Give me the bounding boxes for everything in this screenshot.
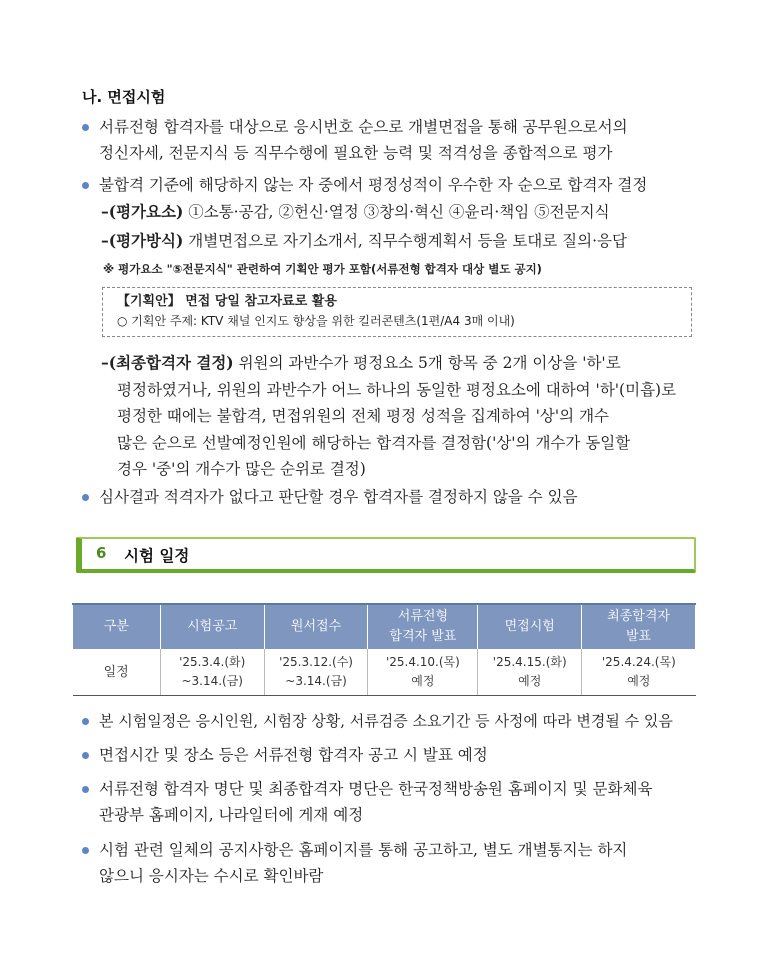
- bullet-dot-icon: [82, 494, 89, 501]
- section-header-schedule: [76, 537, 696, 573]
- schedule-note-2: [82, 742, 702, 768]
- eval-elements-text: ①소통·공감, ②헌신·열정 ③창의·혁신 ④윤리·책임 ⑤전문지식: [183, 203, 610, 221]
- cell-line: '25.4.15.(화): [492, 655, 567, 669]
- cell-line: '25.4.10.(목): [385, 655, 460, 669]
- table-header-cell: 서류전형 합격자 발표: [368, 604, 478, 649]
- section-number: 6: [96, 544, 107, 562]
- cell-line: 예정: [411, 674, 435, 688]
- cell-line: 예정: [627, 674, 651, 688]
- bullet-line: 본 시험일정은 응시인원, 시험장 상황, 서류검증 소요기간 등 사정에 따라 변경될 수 있음: [99, 712, 673, 730]
- table-cell: [368, 649, 478, 696]
- final-decision-line: 경우 '중'의 개수가 많은 순위로 결정): [117, 460, 366, 478]
- bullet-dot-icon: [82, 124, 89, 131]
- schedule-note-4: [82, 837, 702, 889]
- cell-line: '25.3.4.(화): [179, 655, 246, 669]
- bullet-line: 면접시간 및 장소 등은 서류전형 합격자 공고 시 발표 예정: [99, 746, 488, 764]
- schedule-note-3: [82, 776, 702, 828]
- table-header-cell: 최종합격자 발표: [582, 604, 696, 649]
- bullet-line: 서류전형 합격자 명단 및 최종합격자 명단은 한국정책방송원 홈페이지 및 문화체육: [99, 780, 653, 798]
- bullet-line: 시험 관련 일체의 공지사항은 홈페이지를 통해 공고하고, 별도 개별통지는 하지: [99, 841, 628, 859]
- schedule-note-1: [82, 708, 702, 734]
- table-cell: [264, 649, 368, 696]
- bullet-interview-overview: [82, 114, 702, 166]
- section-title: 시험 일정: [124, 547, 190, 565]
- eval-elements-label: –(평가요소): [101, 202, 184, 221]
- bullet-line: 서류전형 합격자를 대상으로 응시번호 순으로 개별면접을 통해 공무원으로서의: [99, 118, 628, 136]
- table-header-cell: 면접시험: [478, 604, 582, 649]
- final-decision-line: 위원의 과반수가 평정요소 5개 항목 중 2개 이상을 '하'로: [233, 354, 621, 372]
- table-cell-label: 일정: [73, 649, 161, 696]
- table-header-row: [73, 604, 696, 649]
- bullet-line: 불합격 기준에 해당하지 않는 자 중에서 평정성적이 우수한 자 순으로 합격자 결정: [99, 176, 648, 194]
- eval-note: ※ 평가요소 "⑤전문지식" 관련하여 기획안 평가 포함(서류전형 합격자 대상 별도 공지): [103, 262, 542, 276]
- final-decision-line: 평정한 때에는 불합격, 면접위원의 전체 평정 성적을 집계하여 '상'의 개수: [117, 407, 610, 425]
- bullet-no-qualified: [82, 484, 702, 510]
- bullet-line: 관광부 홈페이지, 나라일터에 게재 예정: [99, 806, 364, 824]
- cell-line: '25.4.24.(목): [601, 655, 676, 669]
- cell-line: ~3.14.(금): [285, 674, 347, 688]
- cell-line: '25.3.12.(수): [279, 655, 353, 669]
- bullet-dot-icon: [82, 752, 89, 759]
- plan-box: [102, 287, 692, 337]
- bullet-pass-criteria: [82, 172, 702, 198]
- table-header-cell: 시험공고: [160, 604, 264, 649]
- bullet-dot-icon: [82, 786, 89, 793]
- schedule-table: [72, 603, 696, 696]
- bullet-dot-icon: [82, 182, 89, 189]
- plan-box-item: ○ 기획안 주제: KTV 채널 인지도 향상을 위한 킬러콘텐츠(1편/A4 3매 이내): [117, 314, 515, 328]
- eval-method-text: 개별면접으로 자기소개서, 직무수행계획서 등을 토대로 질의·응답: [183, 232, 628, 250]
- cell-line: ~3.14.(금): [181, 674, 243, 688]
- table-cell: [160, 649, 264, 696]
- bullet-dot-icon: [82, 718, 89, 725]
- bullet-line: 않으니 응시자는 수시로 확인바람: [99, 867, 324, 885]
- eval-method: [101, 228, 701, 254]
- bullet-dot-icon: [82, 847, 89, 854]
- table-header-cell: 원서접수: [264, 604, 368, 649]
- final-decision: [101, 350, 701, 483]
- final-decision-label: –(최종합격자 결정): [101, 353, 234, 372]
- eval-method-label: –(평가방식): [101, 231, 184, 250]
- table-cell: [582, 649, 696, 696]
- final-decision-line: 많은 순으로 선발예정인원에 해당하는 합격자를 결정함('상'의 개수가 동일할: [117, 433, 631, 452]
- section-heading-interview: 나. 면접시험: [82, 88, 166, 106]
- bullet-line: 정신자세, 전문지식 등 직무수행에 필요한 능력 및 적격성을 종합적으로 평가: [99, 144, 613, 162]
- final-decision-line: 평정하였거나, 위원의 과반수가 어느 하나의 동일한 평정요소에 대하여 '하'(미흡)로: [117, 380, 677, 399]
- eval-elements: [101, 199, 701, 225]
- table-row: [73, 649, 696, 696]
- plan-box-title: 【기획안】 면접 당일 참고자료로 활용: [117, 294, 337, 309]
- cell-line: 예정: [518, 674, 542, 688]
- table-cell: [478, 649, 582, 696]
- table-header-cell: 구분: [73, 604, 161, 649]
- bullet-line: 심사결과 적격자가 없다고 판단할 경우 합격자를 결정하지 않을 수 있음: [99, 488, 578, 506]
